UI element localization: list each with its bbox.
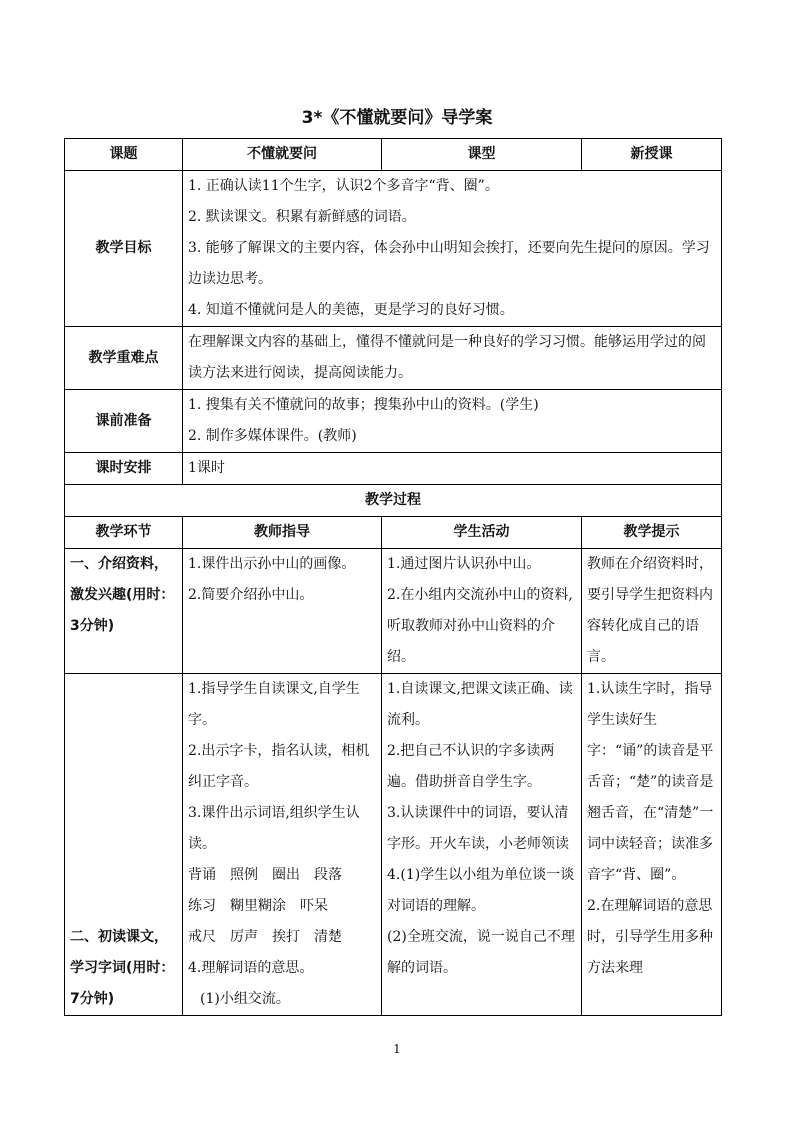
teacher-step: 2.出示字卡，指名认读，相机纠正字音。: [188, 743, 370, 790]
student-step: 1.通过图片认识孙中山。: [387, 556, 541, 572]
page-title: 3*《不懂就要问》导学案: [301, 108, 493, 128]
key-points-label: 教学重难点: [65, 327, 183, 390]
tip-text: 2.在理解词语的意思时，引导学生用多种方法来理: [587, 898, 713, 976]
teacher-cell: [183, 674, 382, 1016]
teacher-step: 3.课件出示词语,组织学生认读。: [188, 805, 360, 852]
student-step: 2.在小组内交流孙中山的资料,听取教师对孙中山资料的介绍。: [387, 587, 573, 665]
preparation-item: 2. 制作多媒体课件。(教师): [188, 428, 357, 444]
stage-cell: 一、介绍资料，激发兴趣(用时：3分钟): [65, 549, 183, 674]
teacher-step: 1.指导学生自读课文,自学生字。: [188, 681, 360, 728]
process-section-title: 教学过程: [65, 485, 722, 517]
student-cell: [382, 549, 582, 674]
schedule-value: 1课时: [183, 453, 722, 485]
student-step: (2)全班交流，说一说自己不理解的词语。: [387, 929, 575, 976]
vocabulary-line: 练习 糊里糊涂 吓呆: [188, 898, 328, 914]
student-cell: [382, 674, 582, 1016]
tip-text: 1.认读生字时，指导学生读好生字：“诵”的读音是平舌音；“楚”的读音是翘舌音，在“清楚”一词中读轻音；读准多音字“背、圈”。: [587, 681, 714, 883]
lesson-plan-table: [64, 138, 722, 1016]
goals-content: [183, 171, 722, 327]
tips-cell: [582, 549, 722, 674]
teacher-step: 2.简要介绍孙中山。: [188, 587, 314, 603]
vocabulary-line: 背诵 照例 圈出 段落: [188, 867, 342, 883]
teacher-cell: [183, 549, 382, 674]
tip-text: 教师在介绍资料时，要引导学生把资料内容转化成自己的语言。: [587, 556, 713, 665]
vocabulary-line: 戒尺 厉声 挨打 清楚: [188, 929, 342, 945]
preparation-label: 课前准备: [65, 390, 183, 453]
topic-value: 不懂就要问: [183, 139, 382, 171]
goal-item: 2. 默读课文。积累有新鲜感的词语。: [188, 209, 416, 225]
table-row-goals: [65, 171, 722, 327]
column-header: 教学提示: [582, 517, 722, 549]
goal-item: 3. 能够了解课文的主要内容，体会孙中山明知会挨打，还要向先生提问的原因。学习边读边思考。: [188, 240, 710, 287]
tips-cell: [582, 674, 722, 1016]
goal-item: 1. 正确认读11个生字，认识2个多音字“背、圈”。: [188, 178, 499, 194]
table-row-stage-2: [65, 674, 722, 1016]
student-step: 3.认读课件中的词语，要认清字形。开火车读，小老师领读: [387, 805, 569, 852]
table-row-topic: [65, 139, 722, 171]
type-value: 新授课: [582, 139, 722, 171]
key-points-text: 在理解课文内容的基础上，懂得不懂就问是一种良好的学习习惯。能够运用学过的阅读方法来进行阅读，提高阅读能力。: [183, 327, 722, 390]
type-label: 课型: [382, 139, 582, 171]
table-row-key-points: [65, 327, 722, 390]
table-row-process-header: [65, 517, 722, 549]
student-step: 2.把自己不认识的字多读两遍。借助拼音自学生字。: [387, 743, 555, 790]
topic-label: 课题: [65, 139, 183, 171]
student-step: 4.(1)学生以小组为单位谈一谈对词语的理解。: [387, 867, 575, 914]
preparation-content: [183, 390, 722, 453]
schedule-label: 课时安排: [65, 453, 183, 485]
column-header: 教师指导: [183, 517, 382, 549]
teacher-step: (1)小组交流。: [200, 991, 290, 1007]
student-step: 1.自读课文,把课文读正确、读流利。: [387, 681, 573, 728]
column-header: 学生活动: [382, 517, 582, 549]
table-row-process-title: [65, 485, 722, 517]
teacher-step: 4.理解词语的意思。: [188, 960, 314, 976]
page-number: 1: [393, 1042, 401, 1056]
table-row-preparation: [65, 390, 722, 453]
teacher-step: 1.课件出示孙中山的画像。: [188, 556, 356, 572]
table-row-stage-1: [65, 549, 722, 674]
table-row-schedule: [65, 453, 722, 485]
goals-label: 教学目标: [65, 171, 183, 327]
column-header: 教学环节: [65, 517, 183, 549]
preparation-item: 1. 搜集有关不懂就问的故事；搜集孙中山的资料。(学生): [188, 397, 539, 413]
goal-item: 4. 知道不懂就问是人的美德，更是学习的良好习惯。: [188, 302, 514, 318]
stage-cell: 二、初读课文，学习字词(用时：7分钟): [65, 674, 183, 1016]
